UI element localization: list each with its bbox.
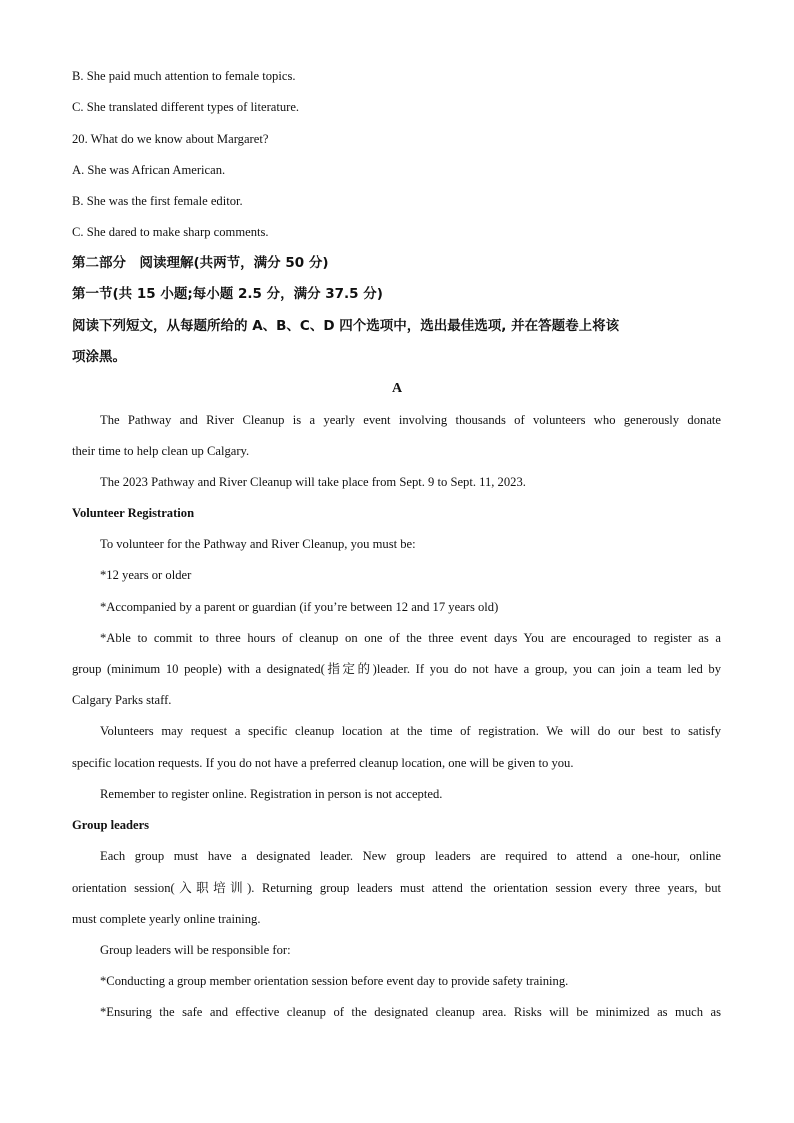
leaders-para-line-3: must complete yearly online training. [72,912,261,926]
responsibility-safe-cleanup: *Ensuring the safe and effective cleanup of the designated cleanup area. Risks will be minimized as much as [100,1005,721,1019]
subsection-title: 第一节(共 15 小题;每小题 2.5 分，满分 37.5 分) [72,286,383,302]
requirement-commit-line-2: group (minimum 10 people) with a designated(指定的)leader. If you do not have a group, you can join a team led by [72,662,721,676]
requirement-guardian: *Accompanied by a parent or guardian (if you’re between 12 and 17 years old) [100,600,499,614]
event-date-line: The 2023 Pathway and River Cleanup will take place from Sept. 9 to Sept. 11, 2023. [100,475,526,489]
instruction-line-1: 阅读下列短文，从每题所给的 A、B、C、D 四个选项中，选出最佳选项, 并在答题卷上将该 [72,318,620,334]
q19-option-b: B. She paid much attention to female topics. [72,69,296,83]
responsibilities-lead: Group leaders will be responsible for: [100,943,291,957]
q20-option-c: C. She dared to make sharp comments. [72,225,269,239]
leaders-para-line-2: orientation session(入职培训). Returning group leaders must attend the orientation session every three years, but [72,881,721,895]
location-line-1: Volunteers may request a specific cleanup location at the time of registration. We will do our best to satisfy [100,724,721,738]
q20-option-b: B. She was the first female editor. [72,194,243,208]
part-title: 第二部分 阅读理解(共两节，满分 50 分) [72,255,329,271]
location-line-2: specific location requests. If you do not have a preferred cleanup location, one will be given to you. [72,756,574,770]
requirement-commit-line-1: *Able to commit to three hours of cleanup on one of the three event days You are encouraged to register as a [100,631,721,645]
online-registration-note: Remember to register online. Registration in person is not accepted. [100,787,443,801]
requirement-age: *12 years or older [100,568,192,582]
requirement-commit-line-3: Calgary Parks staff. [72,693,172,707]
responsibility-orientation: *Conducting a group member orientation session before event day to provide safety training. [100,974,569,988]
intro-line-1: The Pathway and River Cleanup is a yearly event involving thousands of volunteers who generously donate [100,413,721,427]
q20-stem: 20. What do we know about Margaret? [72,132,269,146]
registration-heading: Volunteer Registration [72,506,195,520]
q20-option-a: A. She was African American. [72,163,226,177]
intro-line-2: their time to help clean up Calgary. [72,444,250,458]
passage-label: A [391,381,403,396]
group-leaders-heading: Group leaders [72,818,150,832]
registration-lead: To volunteer for the Pathway and River Cleanup, you must be: [100,537,416,551]
instruction-line-2: 项涂黑。 [72,349,126,365]
leaders-para-line-1: Each group must have a designated leader. New group leaders are required to attend a one-hour, online [100,849,721,863]
q19-option-c: C. She translated different types of literature. [72,100,300,114]
